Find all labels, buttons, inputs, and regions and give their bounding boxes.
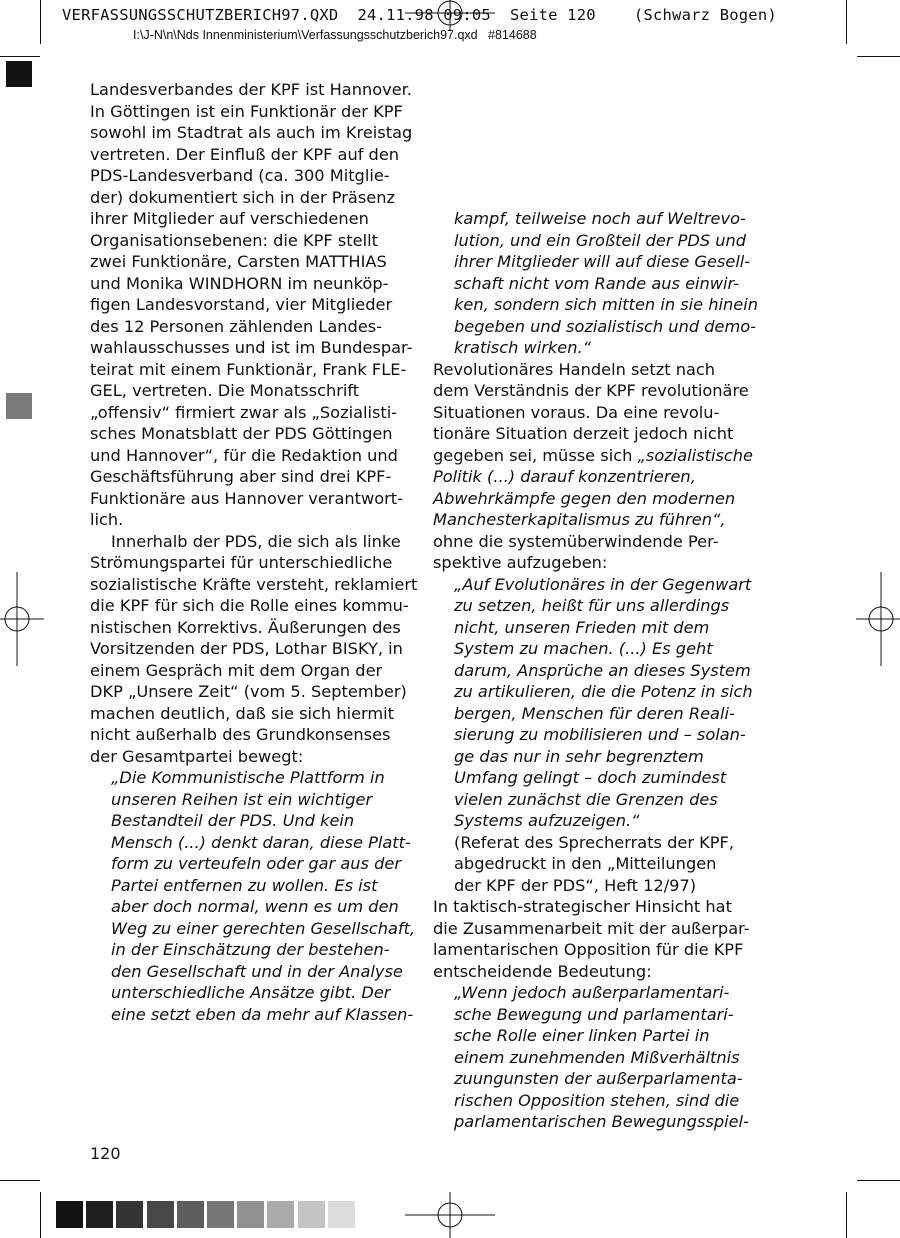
text-line: sche Rolle einer linken Partei in (454, 1026, 710, 1045)
text-line: rischen Opposition stehen, sind die (454, 1090, 740, 1110)
text-line: schaft nicht vom Rande aus einwir- (454, 273, 740, 293)
crop-mark (846, 1192, 847, 1238)
text-line: Systems aufzuzeigen.“ (454, 811, 640, 830)
text-line: Politik (...) darauf konzentrieren, (433, 467, 696, 486)
text-line: einem Gespräch mit dem Organ der (90, 660, 383, 680)
text-line: System zu machen. (...) Es geht (454, 639, 713, 658)
text-line: In taktisch-strategischer Hinsicht hat (433, 897, 732, 916)
text-line: in der Einschätzung der bestehen- (111, 940, 390, 959)
text-line: sche Bewegung und parlamentari- (454, 1004, 734, 1024)
text-line: Revolutionäres Handeln setzt nach (433, 359, 716, 379)
text-line: dem Verständnis der KPF revolutionäre (433, 381, 749, 400)
color-swatch (116, 1201, 143, 1228)
text-line: die Zusammenarbeit mit der außerpar- (433, 918, 750, 938)
color-swatch (56, 1201, 83, 1228)
text-line (433, 445, 753, 467)
crop-mark (40, 1192, 41, 1238)
file-path: I:\J-N\n\Nds Innenministerium\Verfassungsschutzberich97.qxd #814688 (133, 28, 537, 42)
text-line: lution, und ein Großteil der PDS und (454, 230, 747, 250)
text-line: „Wenn jedoch außerparlamentari- (454, 983, 730, 1002)
text-line: spektive aufzugeben: (433, 553, 608, 572)
text-line: vertreten. Der Einfluß der KPF auf den (90, 144, 400, 164)
registration-mark-bottom (405, 1192, 495, 1238)
text-line: Mensch (...) denkt daran, diese Platt- (111, 832, 411, 852)
text-line: sierung zu mobilisieren und – solan- (454, 725, 746, 744)
text-line: ohne die systemüberwindende Per- (433, 531, 719, 551)
text-line: unterschiedliche Ansätze gibt. Der (111, 983, 391, 1002)
text-line: Innerhalb der PDS, die sich als linke (111, 531, 401, 551)
text-line: bergen, Menschen für deren Reali- (454, 703, 735, 723)
text-line: und Monika WINDHORN im neunköp- (90, 273, 389, 293)
page-number: 120 (90, 1144, 121, 1163)
text-line: Organisationsebenen: die KPF stellt (90, 230, 378, 250)
text-line: einem zunehmenden Mißverhältnis (454, 1047, 740, 1067)
text-line: des 12 Personen zählenden Landes- (90, 316, 383, 336)
text-line: Vorsitzenden der PDS, Lothar BISKY, in (90, 639, 403, 658)
crop-mark (846, 0, 847, 44)
text-line: GEL, vertreten. Die Monatsschrift (90, 381, 360, 400)
text-line: Weg zu einer gerechten Gesellschaft, (111, 918, 416, 938)
text-line: ihrer Mitglieder auf verschiedenen (90, 209, 369, 228)
text-line: kratisch wirken.“ (454, 338, 592, 357)
text-line: Geschäftsführung aber sind drei KPF- (90, 467, 392, 486)
text-line: teirat mit einem Funktionär, Frank FLE- (90, 359, 407, 379)
text-line: ihrer Mitglieder will auf diese Gesell- (454, 252, 751, 271)
text-line: „Auf Evolutionäres in der Gegenwart (454, 574, 752, 594)
text-line: ken, sondern sich mitten in sie hinein (454, 295, 759, 314)
text-line: Situationen voraus. Da eine revolu- (433, 402, 720, 422)
text-line: Umfang gelingt – doch zumindest (454, 768, 727, 787)
right-text-column (433, 208, 759, 1133)
text-line: sches Monatsblatt der PDS Göttingen (90, 424, 393, 443)
text-line: figen Landesvorstand, vier Mitglieder (90, 295, 393, 314)
text-line: Abwehrkämpfe gegen den modernen (433, 488, 736, 508)
text-line: sozialistische Kräfte versteht, reklamiert (90, 574, 418, 594)
print-slug: VERFASSUNGSSCHUTZBERICH97.QXD 24.11.98 09:05 Seite 120 (Schwarz Bogen) (62, 6, 777, 24)
color-swatch (298, 1201, 325, 1228)
color-swatch (207, 1201, 234, 1228)
color-swatch (328, 1201, 355, 1228)
text-line: nicht, unseren Frieden mit dem (454, 617, 710, 637)
gray-side-tab (6, 393, 32, 419)
text-run: gegeben sei, müsse sich (433, 445, 638, 465)
text-line: den Gesellschaft und in der Analyse (111, 961, 403, 981)
color-swatch (147, 1201, 174, 1228)
text-line: sowohl im Stadtrat als auch im Kreistag (90, 123, 413, 142)
text-line: lamentarischen Opposition für die KPF (433, 940, 744, 959)
text-line: Landesverbandes der KPF ist Hannover. (90, 80, 412, 99)
text-line: aber doch normal, wenn es um den (111, 897, 399, 916)
color-swatch (237, 1201, 264, 1228)
text-line: DKP „Unsere Zeit“ (vom 5. September) (90, 682, 407, 701)
text-line: zwei Funktionäre, Carsten MATTHIAS (90, 252, 387, 271)
crop-mark (0, 1180, 40, 1181)
text-line: und Hannover“, für die Redaktion und (90, 445, 398, 465)
text-line: der) dokumentiert sich in der Präsenz (90, 187, 395, 207)
text-line: zuungunsten der außerparlamenta- (454, 1069, 743, 1088)
text-line: „Die Kommunistische Plattform in (111, 768, 385, 787)
text-line: tionäre Situation derzeit jedoch nicht (433, 424, 734, 443)
text-line: kampf, teilweise noch auf Weltrevo- (454, 209, 746, 228)
text-line: lich. (90, 510, 124, 529)
text-line: nicht außerhalb des Grundkonsenses (90, 725, 391, 744)
text-line: Manchesterkapitalismus zu führen“, (433, 510, 726, 529)
text-line: der KPF der PDS“, Heft 12/97) (454, 875, 697, 895)
text-line: Funktionäre aus Hannover verantwort- (90, 488, 403, 508)
text-line: entscheidende Bedeutung: (433, 961, 652, 981)
text-line: begeben und sozialistisch und demo- (454, 316, 756, 336)
text-line: In Göttingen ist ein Funktionär der KPF (90, 101, 403, 121)
crop-mark (40, 0, 41, 44)
registration-mark-left (0, 572, 44, 666)
text-line: (Referat des Sprecherrats der KPF, (454, 832, 734, 852)
text-line: Strömungspartei für unterschiedliche (90, 553, 393, 572)
text-line: zu setzen, heißt für uns allerdings (454, 596, 730, 615)
crop-mark (857, 1180, 900, 1181)
text-line: zu artikulieren, die die Potenz in sich (454, 682, 753, 701)
text-line: unseren Reihen ist ein wichtiger (111, 789, 373, 809)
crop-mark (857, 56, 900, 57)
registration-mark-right (856, 572, 900, 666)
text-line: ge das nur in sehr begrenztem (454, 746, 704, 766)
text-line: „offensiv“ firmiert zwar als „Sozialisti- (90, 402, 398, 422)
text-line: vielen zunächst die Grenzen des (454, 789, 718, 809)
text-line: PDS-Landesverband (ca. 300 Mitglie- (90, 166, 390, 185)
color-swatch (177, 1201, 204, 1228)
text-line: machen deutlich, daß sie sich hiermit (90, 703, 395, 723)
text-line: eine setzt eben da mehr auf Klassen- (111, 1004, 414, 1024)
color-swatch (86, 1201, 113, 1228)
text-line: der Gesamtpartei bewegt: (90, 746, 304, 766)
left-text-column (90, 79, 418, 1025)
color-swatch (267, 1201, 294, 1228)
text-line: parlamentarischen Bewegungsspiel- (454, 1112, 749, 1131)
crop-mark (0, 56, 40, 57)
text-line: Bestandteil der PDS. Und kein (111, 811, 355, 830)
text-line: die KPF für sich die Rolle eines kommu- (90, 596, 409, 615)
text-run-italic: „sozialistische (637, 445, 753, 465)
text-line: wahlausschusses und ist im Bundespar- (90, 338, 413, 357)
text-line: darum, Ansprüche an dieses System (454, 660, 751, 680)
text-line: form zu verteufeln oder gar aus der (111, 854, 401, 873)
black-side-tab (6, 61, 32, 87)
text-line: Partei entfernen zu wollen. Es ist (111, 875, 378, 895)
text-line: nistischen Korrektivs. Äußerungen des (90, 617, 401, 637)
text-line: abgedruckt in den „Mitteilungen (454, 854, 717, 873)
